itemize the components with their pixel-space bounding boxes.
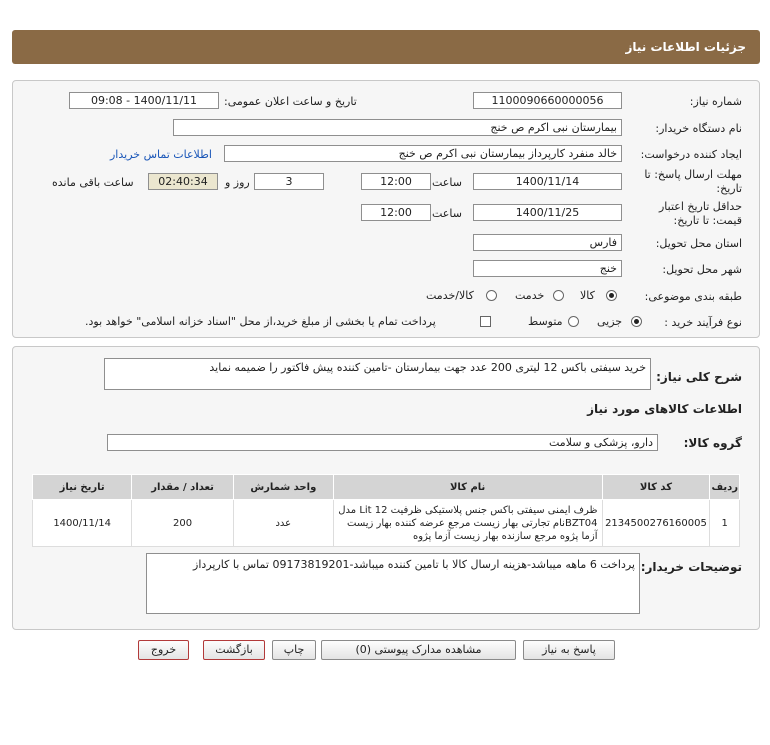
deadline-date-field: 1400/11/14: [473, 173, 622, 190]
attachments-button[interactable]: مشاهده مدارک پیوستی (0): [321, 640, 516, 660]
process-radio-medium[interactable]: [568, 316, 579, 327]
city-label: شهر محل تحویل:: [662, 263, 742, 276]
table-row: [33, 500, 740, 547]
cell-row: 1: [710, 500, 740, 547]
buyer-notes-label: توضیحات خریدار:: [640, 560, 742, 574]
province-field: فارس: [473, 234, 622, 251]
days-label: روز و: [225, 176, 250, 189]
cell-code: 2134500276160005: [602, 500, 710, 547]
validity-label: حداقل تاریخ اعتبار: [658, 200, 742, 213]
need-number-field: 1100090660000056: [473, 92, 622, 109]
print-button[interactable]: چاپ: [272, 640, 316, 660]
treasury-checkbox[interactable]: [480, 316, 491, 327]
creator-label: ایجاد کننده درخواست:: [640, 148, 742, 161]
days-remaining-field: 3: [254, 173, 324, 190]
col-unit: واحد شمارش: [233, 475, 333, 500]
process-radio-minor[interactable]: [631, 316, 642, 327]
category-radio-service[interactable]: [553, 290, 564, 301]
deadline-label-2: تاریخ:: [716, 182, 742, 195]
process-option-medium: متوسط: [528, 315, 563, 328]
col-name: نام کالا: [333, 475, 602, 500]
col-date: تاریخ نیاز: [33, 475, 132, 500]
province-label: استان محل تحویل:: [655, 237, 742, 250]
validity-time-field: 12:00: [361, 204, 431, 221]
cell-name: ظرف ایمنی سیفتی باکس جنس پلاستیکی ظرفیت Lit 12 مدل BZT04نام تجارتی بهار زیست مرجع عرضه کننده بهار زیست آزما پژوه مرجع سازنده بهار زیست آزما پژوه: [333, 500, 602, 547]
announce-datetime-field: 1400/11/11 - 09:08: [69, 92, 219, 109]
deadline-time-field: 12:00: [361, 173, 431, 190]
exit-button[interactable]: خروج: [138, 640, 189, 660]
page-title: جزئیات اطلاعات نیاز: [625, 40, 746, 54]
validity-label-2: قیمت: تا تاریخ:: [673, 214, 742, 227]
summary-label: شرح کلی نیاز:: [656, 370, 742, 384]
buyer-contact-link[interactable]: اطلاعات تماس خریدار: [110, 148, 212, 161]
city-field: خنج: [473, 260, 622, 277]
deadline-time-label: ساعت: [432, 176, 462, 189]
col-qty: تعداد / مقدار: [132, 475, 234, 500]
goods-table: [32, 474, 740, 547]
process-option-minor: جزیی: [597, 315, 623, 328]
col-code: کد کالا: [602, 475, 710, 500]
category-label: طبقه بندی موضوعی:: [644, 290, 742, 303]
validity-time-label: ساعت: [432, 207, 462, 220]
category-option-goods-service: کالا/خدمت: [426, 289, 474, 302]
summary-field: خرید سیفتی باکس 12 لیتری 200 عدد جهت بیمارستان -تامین کننده پیش فاکتور را ضمیمه نماید: [104, 358, 651, 390]
col-row: ردیف: [710, 475, 740, 500]
remaining-time-field: 02:40:34: [148, 173, 218, 190]
creator-field: خالد منفرد کارپرداز بیمارستان نبی اکرم ص خنج: [224, 145, 622, 162]
reply-button[interactable]: پاسخ به نیاز: [523, 640, 615, 660]
buyer-org-field: بیمارستان نبی اکرم ص خنج: [173, 119, 622, 136]
announce-datetime-label: تاریخ و ساعت اعلان عمومی:: [224, 95, 357, 108]
goods-group-label: گروه کالا:: [683, 436, 742, 450]
cell-qty: 200: [132, 500, 234, 547]
remaining-time-label: ساعت باقی مانده: [52, 176, 134, 189]
goods-group-field: دارو، پزشکی و سلامت: [107, 434, 658, 451]
category-radio-goods[interactable]: [606, 290, 617, 301]
deadline-label: مهلت ارسال پاسخ: تا: [644, 168, 742, 181]
back-button[interactable]: بازگشت: [203, 640, 265, 660]
process-label: نوع فرآیند خرید :: [664, 316, 742, 329]
buyer-org-label: نام دستگاه خریدار:: [655, 122, 742, 135]
category-option-service: خدمت: [515, 289, 545, 302]
goods-table-header: [33, 475, 740, 500]
page-header: [12, 30, 760, 64]
buyer-notes-field: پرداخت 6 ماهه میباشد-هزینه ارسال کالا با تامین کننده میباشد-09173819201 تماس با کارپرداز: [146, 553, 640, 614]
cell-date: 1400/11/14: [33, 500, 132, 547]
goods-section-title: اطلاعات کالاهای مورد نیاز: [587, 402, 742, 416]
category-radio-goods-service[interactable]: [486, 290, 497, 301]
treasury-note: پرداخت تمام یا بخشی از مبلغ خرید،از محل "اسناد خزانه اسلامی" خواهد بود.: [85, 315, 436, 328]
cell-unit: عدد: [233, 500, 333, 547]
need-number-label: شماره نیاز:: [689, 95, 742, 108]
validity-date-field: 1400/11/25: [473, 204, 622, 221]
category-option-goods: کالا: [580, 289, 595, 302]
